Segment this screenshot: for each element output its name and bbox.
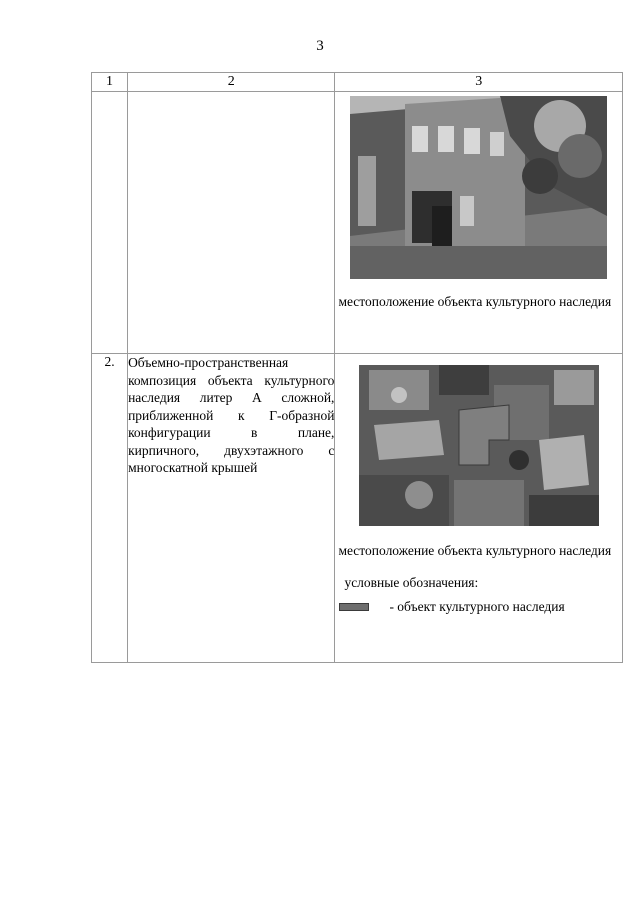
row-description	[128, 92, 335, 354]
heritage-object-swatch-icon	[339, 603, 369, 611]
table-row	[92, 354, 623, 663]
row-location-cell	[335, 92, 623, 354]
column-header-3: 3	[335, 73, 623, 92]
location-caption: местоположение объекта культурного наследия	[338, 543, 612, 558]
table-row	[92, 92, 623, 354]
legend-title: условные обозначения:	[344, 575, 479, 590]
page-number: 3	[316, 38, 324, 54]
legend-item-label: - объект культурного наследия	[389, 599, 565, 614]
row-location-cell	[335, 354, 623, 663]
building-facade-photo	[350, 96, 607, 279]
table-header-row	[92, 73, 623, 92]
column-header-1: 1	[92, 73, 128, 92]
location-caption: местоположение объекта культурного наследия	[338, 294, 612, 309]
aerial-map-photo	[359, 365, 599, 526]
row-description: Объемно-пространственная композиция объекта культурного наследия литер А сложной, приближенной к Г-образной конфигурации в плане, кирпичного, двухэтажного с многоскатной крышей	[128, 354, 335, 663]
legend-item	[335, 599, 622, 615]
row-number: 2.	[92, 354, 128, 663]
heritage-table	[91, 72, 623, 663]
row-number	[92, 92, 128, 354]
column-header-2: 2	[128, 73, 335, 92]
